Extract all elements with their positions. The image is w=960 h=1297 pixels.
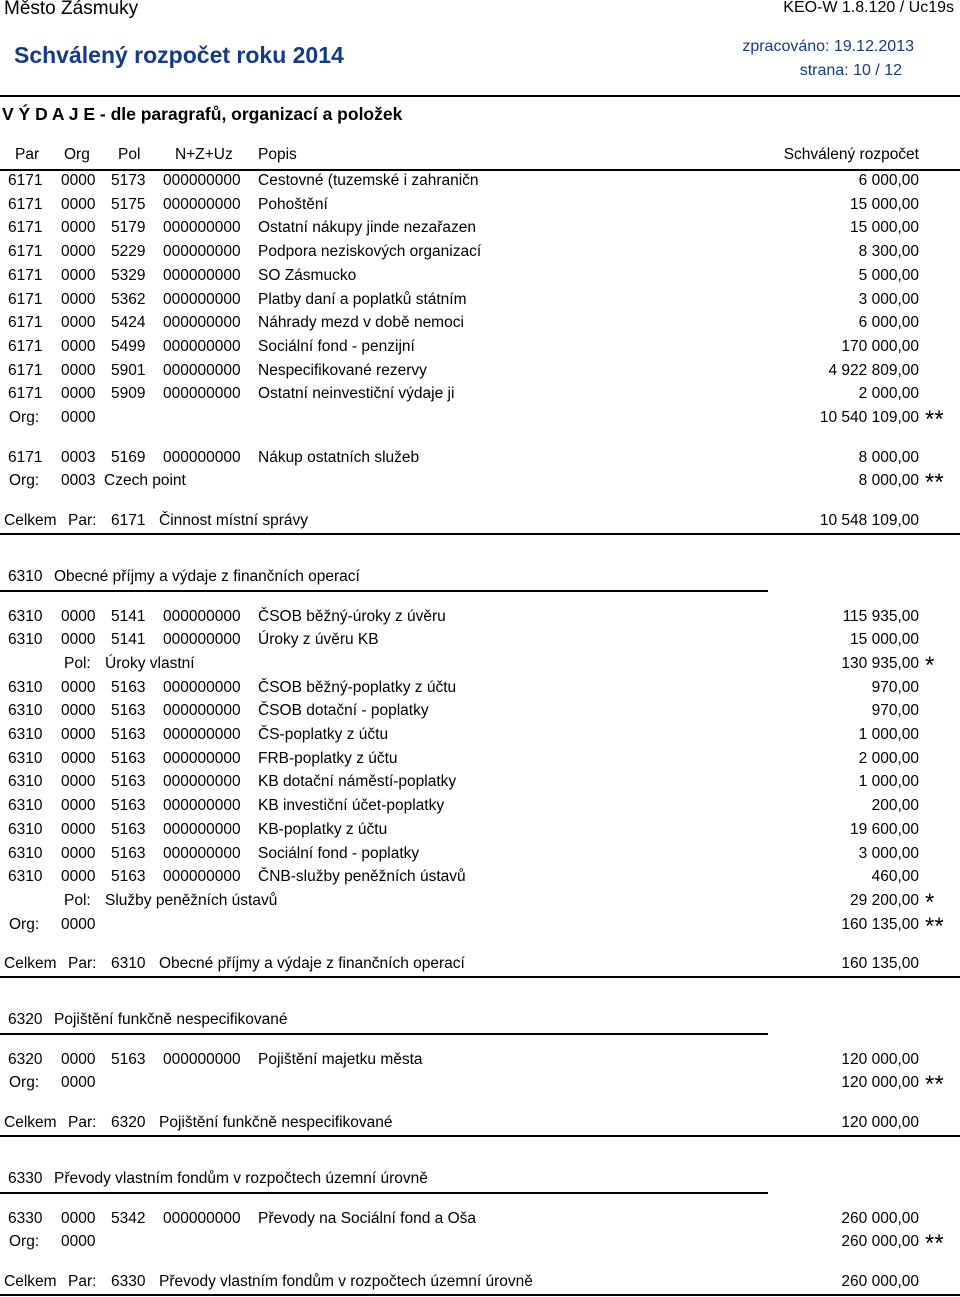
- row-par: 6171: [8, 337, 43, 355]
- row-amount: 6 000,00: [858, 172, 919, 189]
- subtotal-mark: **: [925, 469, 944, 497]
- row-org: 0000: [61, 337, 96, 355]
- row-nzu: 000000000: [163, 172, 241, 189]
- org-label: Org:: [9, 409, 40, 426]
- section-par: 6320: [8, 1011, 43, 1028]
- row-par: 6171: [8, 361, 43, 379]
- row-nzu: 000000000: [163, 219, 241, 237]
- row-par: 6171: [8, 385, 43, 403]
- row-amount: 120 000,00: [841, 1050, 919, 1068]
- total-rule: [0, 976, 960, 978]
- row-par: 6310: [8, 631, 43, 649]
- row-nzu: 000000000: [163, 868, 241, 886]
- row-nzu: 000000000: [163, 749, 241, 767]
- row-amount: 15 000,00: [850, 219, 919, 237]
- row-par: 6310: [8, 678, 43, 696]
- table-row-item: [0, 677, 960, 699]
- row-pol: 5901: [111, 361, 146, 379]
- row-org: 0000: [61, 172, 96, 189]
- table-row-section: [0, 1168, 960, 1190]
- row-amount: 3 000,00: [858, 844, 919, 862]
- row-amount: 5 000,00: [858, 266, 919, 284]
- row-pol: 5329: [111, 266, 146, 284]
- row-popis: Pojištění majetku města: [258, 1050, 423, 1068]
- row-org: 0000: [61, 243, 96, 261]
- row-popis: Nákup ostatních služeb: [258, 448, 420, 466]
- row-org: 0000: [61, 868, 96, 886]
- processed-date: zpracováno: 19.12.2013: [742, 38, 914, 55]
- row-pol: 5163: [111, 702, 146, 720]
- celkem-amount: 260 000,00: [841, 1272, 919, 1290]
- row-amount: 970,00: [871, 678, 919, 696]
- table-row-pol: [0, 651, 960, 679]
- row-popis: Náhrady mezd v době nemoci: [258, 314, 464, 332]
- row-par: 6310: [8, 844, 43, 862]
- table-row-item: [0, 771, 960, 793]
- row-pol: 5424: [111, 314, 146, 332]
- row-pol: 5499: [111, 337, 146, 355]
- row-amount: 200,00: [871, 797, 919, 815]
- row-popis: Ostatní nákupy jinde nezařazen: [258, 219, 476, 237]
- celkem-par-label: Par:: [68, 1272, 97, 1290]
- row-popis: Nespecifikované rezervy: [258, 361, 427, 379]
- row-par: 6171: [8, 266, 43, 284]
- org-code: 0000: [61, 1074, 96, 1092]
- col-org: Org: [64, 146, 90, 163]
- table-row-item: [0, 241, 960, 263]
- row-pol: 5909: [111, 385, 146, 403]
- row-pol: 5163: [111, 844, 146, 862]
- celkem-amount: 10 548 109,00: [819, 512, 919, 530]
- row-popis: ČSOB dotační - poplatky: [258, 702, 429, 720]
- row-nzu: 000000000: [163, 1050, 241, 1068]
- row-amount: 6 000,00: [858, 314, 919, 332]
- row-popis: Sociální fond - penzijní: [258, 337, 415, 355]
- row-nzu: 000000000: [163, 243, 241, 261]
- row-pol: 5163: [111, 868, 146, 886]
- row-pol: 5163: [111, 820, 146, 838]
- program-version: KEO-W 1.8.120 / Uc19s: [783, 0, 954, 16]
- pol-amount: 29 200,00: [850, 891, 919, 909]
- row-amount: 19 600,00: [850, 820, 919, 838]
- row-pol: 5169: [111, 448, 146, 466]
- section-rule: [0, 590, 768, 592]
- row-par: 6171: [8, 448, 43, 466]
- org-label: Org:: [9, 1074, 40, 1092]
- row-org: 0000: [61, 361, 96, 379]
- celkem-popis: Činnost místní správy: [159, 512, 309, 530]
- table-row-org: [0, 1230, 960, 1258]
- table-row-item: [0, 217, 960, 239]
- row-par: 6171: [8, 314, 43, 332]
- celkem-par-label: Par:: [68, 1114, 97, 1132]
- row-amount: 460,00: [871, 868, 919, 886]
- row-popis: Ostatní neinvestiční výdaje ji: [258, 385, 455, 403]
- subtotal-mark: **: [925, 406, 944, 433]
- header-rule: [0, 95, 960, 97]
- row-amount: 8 000,00: [858, 448, 919, 466]
- celkem-popis: Obecné příjmy a výdaje z finančních operací: [159, 955, 465, 973]
- subtotal-mark: **: [925, 1230, 944, 1258]
- table-row-pol: [0, 888, 960, 916]
- section-title: Pojištění funkčně nespecifikované: [54, 1011, 288, 1028]
- table-row-org: [0, 1071, 960, 1099]
- section-rule: [0, 1033, 768, 1035]
- row-pol: 5163: [111, 749, 146, 767]
- table-row-section: [0, 1009, 960, 1031]
- row-org: 0000: [61, 820, 96, 838]
- section-title: Převody vlastním fondům v rozpočtech územní úrovně: [54, 1169, 428, 1187]
- row-popis: Sociální fond - poplatky: [258, 844, 420, 862]
- row-popis: Podpora neziskových organizací: [258, 243, 482, 261]
- row-pol: 5362: [111, 290, 146, 308]
- page-title: Schválený rozpočet roku 2014: [14, 42, 344, 68]
- pol-name: Služby peněžních ústavů: [105, 891, 278, 909]
- row-par: 6310: [8, 702, 43, 720]
- celkem-label: Celkem: [4, 1272, 57, 1290]
- table-row-item: [0, 748, 960, 770]
- row-amount: 1 000,00: [858, 773, 919, 791]
- row-pol: 5173: [111, 172, 146, 189]
- row-amount: 2 000,00: [858, 749, 919, 767]
- row-par: 6310: [8, 820, 43, 838]
- celkem-popis: Převody vlastním fondům v rozpočtech územní úrovně: [159, 1272, 533, 1290]
- table-row-item: [0, 360, 960, 382]
- table-row-item: [0, 1049, 960, 1071]
- row-nzu: 000000000: [163, 290, 241, 308]
- row-popis: Úroky z úvěru KB: [258, 631, 379, 649]
- row-popis: ČSOB běžný-poplatky z účtu: [258, 678, 457, 696]
- row-amount: 115 935,00: [842, 607, 919, 625]
- table-row-section: [0, 566, 960, 588]
- row-par: 6171: [8, 243, 43, 261]
- row-popis: ČS-poplatky z účtu: [258, 726, 389, 743]
- row-par: 6320: [8, 1050, 43, 1068]
- org-amount: 120 000,00: [841, 1074, 919, 1092]
- row-org: 0000: [61, 678, 96, 696]
- row-amount: 8 300,00: [858, 243, 919, 261]
- col-pol: Pol: [118, 146, 141, 163]
- total-rule: [0, 1135, 960, 1137]
- table-row-item: [0, 819, 960, 841]
- subtotal-mark: *: [925, 888, 935, 916]
- row-popis: Převody na Sociální fond a Oša: [258, 1209, 476, 1227]
- row-par: 6171: [8, 290, 43, 308]
- row-pol: 5342: [111, 1209, 146, 1227]
- row-amount: 2 000,00: [858, 385, 919, 403]
- org-amount: 8 000,00: [858, 472, 919, 490]
- row-par: 6310: [8, 773, 43, 791]
- row-org: 0000: [61, 726, 96, 743]
- org-amount: 10 540 109,00: [819, 409, 919, 426]
- row-nzu: 000000000: [163, 314, 241, 332]
- row-amount: 15 000,00: [850, 195, 919, 213]
- celkem-par: 6330: [111, 1272, 146, 1290]
- table-row-item: [0, 700, 960, 722]
- row-nzu: 000000000: [163, 844, 241, 862]
- row-pol: 5141: [111, 631, 146, 649]
- org-amount: 160 135,00: [841, 915, 919, 933]
- total-rule: [0, 1294, 960, 1296]
- subtotal-mark: **: [925, 912, 944, 940]
- row-amount: 4 922 809,00: [828, 361, 919, 379]
- row-amount: 3 000,00: [858, 290, 919, 308]
- table-row-item: [0, 866, 960, 888]
- celkem-par: 6171: [111, 512, 146, 530]
- col-amount: Schválený rozpočet: [783, 146, 919, 163]
- org-label: Org:: [9, 472, 40, 490]
- row-org: 0000: [61, 385, 96, 403]
- row-par: 6310: [8, 607, 43, 625]
- table-row-item: [0, 1208, 960, 1230]
- table-row-item: [0, 312, 960, 334]
- row-popis: Pohoštění: [258, 195, 328, 213]
- column-header-row: [0, 144, 960, 168]
- row-par: 6171: [8, 219, 43, 237]
- row-popis: FRB-poplatky z účtu: [258, 749, 398, 767]
- row-nzu: 000000000: [163, 773, 241, 791]
- table-row-item: [0, 843, 960, 865]
- subtotal-mark: *: [925, 651, 935, 679]
- subtotal-mark: **: [925, 1071, 944, 1099]
- row-org: 0000: [61, 797, 96, 815]
- table-row-item: [0, 724, 960, 746]
- page-number: strana: 10 / 12: [799, 62, 902, 79]
- celkem-label: Celkem: [4, 955, 57, 973]
- org-label: Org:: [9, 915, 40, 933]
- table-row-item: [0, 289, 960, 311]
- row-nzu: 000000000: [163, 607, 241, 625]
- table-row-item: [0, 795, 960, 817]
- row-amount: 260 000,00: [841, 1209, 919, 1227]
- row-popis: KB dotační náměstí-poplatky: [258, 773, 457, 791]
- org-code: 0000: [61, 915, 96, 933]
- row-nzu: 000000000: [163, 726, 241, 743]
- row-amount: 970,00: [871, 702, 919, 720]
- row-org: 0000: [61, 1209, 96, 1227]
- table-row-celkem: [0, 1271, 960, 1293]
- row-org: 0000: [61, 314, 96, 332]
- row-org: 0000: [61, 1050, 96, 1068]
- row-org: 0000: [61, 266, 96, 284]
- pol-amount: 130 935,00: [841, 654, 919, 672]
- row-amount: 170 000,00: [841, 337, 919, 355]
- section-title: Obecné příjmy a výdaje z finančních operací: [54, 567, 360, 585]
- row-par: 6310: [8, 797, 43, 815]
- celkem-popis: Pojištění funkčně nespecifikované: [159, 1114, 393, 1132]
- table-row-item: [0, 170, 960, 192]
- section-par: 6310: [8, 567, 43, 585]
- row-pol: 5163: [111, 797, 146, 815]
- row-org: 0000: [61, 773, 96, 791]
- table-row-org: [0, 406, 960, 433]
- row-nzu: 000000000: [163, 195, 241, 213]
- org-label: Org:: [9, 1233, 40, 1251]
- report-subtitle: V Ý D A J E - dle paragrafů, organizací a položek: [2, 104, 403, 124]
- row-org: 0000: [61, 290, 96, 308]
- row-par: 6171: [8, 195, 43, 213]
- pol-label: Pol:: [64, 654, 91, 672]
- celkem-amount: 160 135,00: [841, 955, 919, 973]
- row-pol: 5163: [111, 1050, 146, 1068]
- row-par: 6330: [8, 1209, 43, 1227]
- row-pol: 5163: [111, 678, 146, 696]
- row-par: 6310: [8, 749, 43, 767]
- org-code: 0000: [61, 409, 96, 426]
- row-nzu: 000000000: [163, 361, 241, 379]
- section-par: 6330: [8, 1169, 43, 1187]
- table-row-item: [0, 606, 960, 628]
- row-pol: 5163: [111, 773, 146, 791]
- celkem-par: 6320: [111, 1114, 146, 1132]
- table-row-item: [0, 336, 960, 358]
- row-nzu: 000000000: [163, 820, 241, 838]
- row-pol: 5163: [111, 726, 146, 743]
- row-nzu: 000000000: [163, 702, 241, 720]
- row-org: 0000: [61, 749, 96, 767]
- row-popis: Platby daní a poplatků státním: [258, 290, 467, 308]
- row-org: 0003: [61, 448, 96, 466]
- col-nzu: N+Z+Uz: [175, 146, 233, 163]
- table-row-item: [0, 194, 960, 216]
- row-par: 6171: [8, 172, 43, 189]
- org-code: 0003: [61, 472, 96, 490]
- section-rule: [0, 1192, 768, 1194]
- table-row-item: [0, 265, 960, 287]
- town-name: Město Zásmuky: [4, 0, 139, 19]
- row-org: 0000: [61, 702, 96, 720]
- row-pol: 5141: [111, 607, 146, 625]
- row-nzu: 000000000: [163, 631, 241, 649]
- row-par: 6310: [8, 868, 43, 886]
- celkem-par: 6310: [111, 955, 146, 973]
- row-nzu: 000000000: [163, 337, 241, 355]
- table-row-item: [0, 383, 960, 405]
- table-row-celkem: [0, 510, 960, 532]
- table-row-org: [0, 912, 960, 940]
- table-row-item: [0, 629, 960, 651]
- row-org: 0000: [61, 607, 96, 625]
- row-amount: 15 000,00: [850, 631, 919, 649]
- celkem-par-label: Par:: [68, 512, 97, 530]
- celkem-label: Celkem: [4, 512, 57, 530]
- table-row-celkem: [0, 1112, 960, 1134]
- row-popis: Cestovné (tuzemské i zahraničn: [258, 172, 479, 189]
- row-pol: 5229: [111, 243, 146, 261]
- row-nzu: 000000000: [163, 1209, 241, 1227]
- row-popis: SO Zásmucko: [258, 266, 357, 284]
- total-rule: [0, 533, 960, 535]
- org-code: 0000: [61, 1233, 96, 1251]
- org-name: Czech point: [104, 472, 186, 490]
- table-row-celkem: [0, 953, 960, 975]
- row-org: 0000: [61, 219, 96, 237]
- row-par: 6310: [8, 726, 43, 743]
- row-pol: 5175: [111, 195, 146, 213]
- celkem-label: Celkem: [4, 1114, 57, 1132]
- celkem-amount: 120 000,00: [841, 1114, 919, 1132]
- row-popis: ČSOB běžný-úroky z úvěru: [258, 607, 446, 625]
- celkem-par-label: Par:: [68, 955, 97, 973]
- row-org: 0000: [61, 631, 96, 649]
- pol-label: Pol:: [64, 891, 91, 909]
- row-amount: 1 000,00: [858, 726, 919, 743]
- org-amount: 260 000,00: [841, 1233, 919, 1251]
- row-popis: ČNB-služby peněžních ústavů: [258, 868, 466, 886]
- row-nzu: 000000000: [163, 797, 241, 815]
- row-nzu: 000000000: [163, 266, 241, 284]
- row-nzu: 000000000: [163, 385, 241, 403]
- row-nzu: 000000000: [163, 678, 241, 696]
- row-nzu: 000000000: [163, 448, 241, 466]
- pol-name: Úroky vlastní: [105, 654, 195, 672]
- col-par: Par: [15, 146, 40, 163]
- table-row-org: [0, 469, 960, 497]
- row-popis: KB-poplatky z účtu: [258, 820, 388, 838]
- row-org: 0000: [61, 844, 96, 862]
- row-popis: KB investiční účet-poplatky: [258, 797, 445, 815]
- row-org: 0000: [61, 195, 96, 213]
- table-row-item: [0, 447, 960, 469]
- col-popis: Popis: [258, 146, 297, 163]
- row-pol: 5179: [111, 219, 146, 237]
